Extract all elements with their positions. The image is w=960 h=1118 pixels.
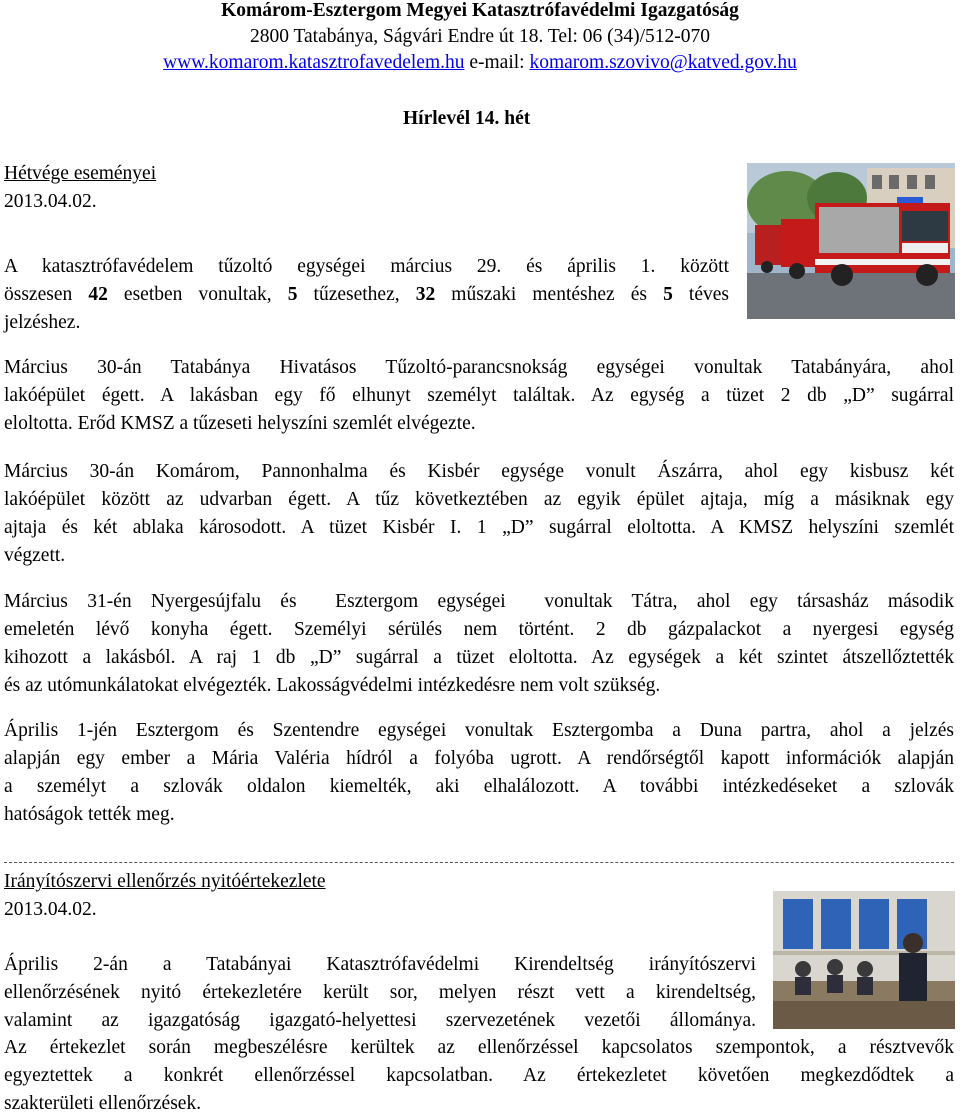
org-name: Komárom-Esztergom Megyei Katasztrófavédelmi Igazgatóság bbox=[221, 0, 739, 21]
intro-line-2: összesen 42 esetben vonultak, 5 tűzesethez, 32 műszaki mentéshez és 5 téves bbox=[4, 284, 729, 305]
p4-line-2: alapján egy ember a Mária Valéria hídról a folyóba ugrott. A rendőrségtől kapott információk alapján bbox=[4, 748, 954, 769]
contact-line bbox=[0, 50, 960, 76]
s2-line-5: egyeztettek a konkrét ellenőrzéssel kapcsolatban. Az értekezletet követően megkezdődtek a bbox=[4, 1065, 954, 1086]
p2-line-2: lakóépület között az udvarban égett. A tűz következtében az egyik épület ajtaja, míg a másiknak egy bbox=[4, 489, 954, 510]
fire-trucks-photo bbox=[747, 163, 955, 319]
meeting-paragraph-narrow bbox=[4, 951, 756, 1035]
event-paragraph-3 bbox=[4, 588, 954, 700]
s2-line-1: Április 2-án a Tatabányai Katasztrófavédelmi Kirendeltség irányítószervi bbox=[4, 954, 756, 975]
section2-title: Irányítószervi ellenőrzés nyitóértekezlete bbox=[4, 871, 326, 892]
p4-line-4: hatóságok tették meg. bbox=[4, 804, 175, 825]
s2-line-4: Az értekezlet során megbeszélésre kerültek az ellenőrzéssel kapcsolatos szempontok, a résztvevők bbox=[4, 1037, 954, 1058]
p1-line-2: lakóépület égett. A lakásban egy fő elhunyt személyt találtak. Az egység a tüzet 2 db „D” sugárral bbox=[4, 385, 954, 406]
email-label: e-mail: bbox=[469, 52, 525, 73]
event-paragraph-4 bbox=[4, 717, 954, 829]
event-paragraph-1 bbox=[4, 354, 954, 438]
s2-line-6: szakterületi ellenőrzések. bbox=[4, 1093, 202, 1114]
section-divider bbox=[4, 862, 954, 863]
meeting-photo bbox=[773, 891, 955, 1029]
section1-title: Hétvége eseményei bbox=[4, 163, 157, 184]
website-link[interactable]: www.komarom.katasztrofavedelem.hu bbox=[163, 52, 465, 73]
event-paragraph-2 bbox=[4, 458, 954, 570]
p1-line-3: eloltotta. Erőd KMSZ a tűzeseti helyszíni szemlét elvégezte. bbox=[4, 413, 476, 434]
section2-date: 2013.04.02. bbox=[4, 899, 97, 920]
p3-line-2: emeletén lévő konyha égett. Személyi sérülés nem történt. 2 db gázpalackot a nyergesi egység bbox=[4, 619, 954, 640]
intro-paragraph bbox=[4, 253, 729, 337]
newsletter-title: Hírlevél 14. hét bbox=[403, 108, 531, 129]
email-link[interactable]: komarom.szovivo@katved.gov.hu bbox=[529, 52, 797, 73]
p3-line-4: és az utómunkálatokat elvégezték. Lakosságvédelmi intézkedésre nem volt szükség. bbox=[4, 675, 661, 696]
p4-line-1: Április 1-jén Esztergom és Szentendre egységei vonultak Esztergomba a Duna partra, ahol a jelzés bbox=[4, 720, 954, 741]
p4-line-3: a személyt a szlovák oldalon kiemelték, aki elhalálozott. A további intézkedéseket a szlovák bbox=[4, 776, 954, 797]
p2-line-1: Március 30-án Komárom, Pannonhalma és Kisbér egysége vonult Ászárra, ahol egy kisbusz két bbox=[4, 461, 954, 482]
s2-line-3: valamint az igazgatóság igazgató-helyettesi szervezetének vezetői állománya. bbox=[4, 1010, 756, 1031]
section1-date: 2013.04.02. bbox=[4, 191, 97, 212]
p2-line-4: végzett. bbox=[4, 545, 66, 566]
s2-line-2: ellenőrzésének nyitó értekezletére került sor, melyen részt vett a kirendeltség, bbox=[4, 982, 756, 1003]
p1-line-1: Március 30-án Tatabánya Hivatásos Tűzoltó-parancsnokság egységei vonultak Tatabányára, ahol bbox=[4, 357, 954, 378]
intro-line-1: A katasztrófavédelem tűzoltó egységei március 29. és április 1. között bbox=[4, 256, 729, 277]
org-address: 2800 Tatabánya, Ságvári Endre út 18. Tel: 06 (34)/512-070 bbox=[249, 26, 711, 47]
p2-line-3: ajtaja és két ablaka károsodott. A tüzet Kisbér I. 1 „D” sugárral eloltotta. A KMSZ helyszíni szemlét bbox=[4, 517, 954, 538]
p3-line-1: Március 31-én Nyergesújfalu és Esztergom egységei vonultak Tátra, ahol egy társasház második bbox=[4, 591, 954, 612]
intro-line-3: jelzéshez. bbox=[4, 312, 81, 333]
p3-line-3: kihozott a lakásból. A raj 1 db „D” sugárral a tüzet eloltotta. Az egységek a két szintet átszellőztették bbox=[4, 647, 954, 668]
meeting-paragraph-wide bbox=[4, 1034, 954, 1118]
